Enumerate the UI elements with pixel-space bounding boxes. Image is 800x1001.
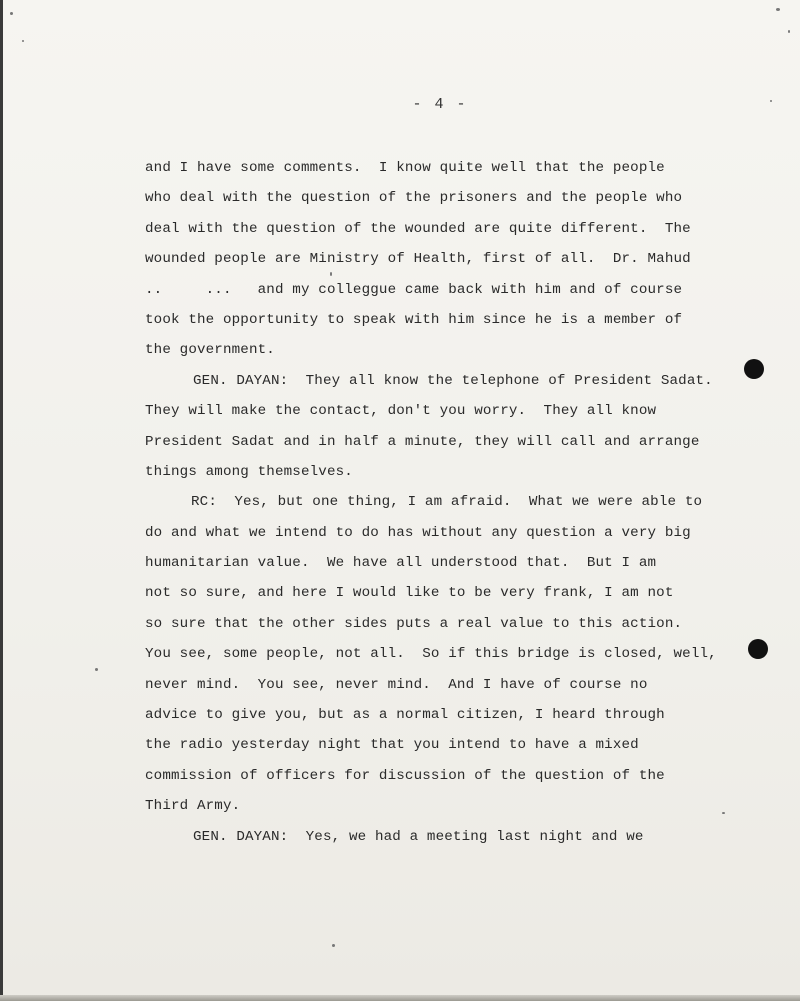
transcript-body	[145, 153, 765, 852]
speaker-line-dayan: GEN. DAYAN: They all know the telephone of President Sadat.	[193, 372, 713, 389]
scan-speck	[776, 8, 780, 11]
text-line: who deal with the question of the prisoners and the people who	[145, 190, 683, 207]
text-line: deal with the question of the wounded are quite different. The	[145, 220, 691, 237]
text-line: Third Army.	[145, 798, 241, 815]
page-left-edge	[0, 0, 3, 1001]
scan-speck	[10, 12, 13, 15]
speaker-line-rc: RC: Yes, but one thing, I am afraid. What we were able to	[191, 494, 703, 511]
scan-speck	[722, 812, 725, 814]
text-line: so sure that the other sides puts a real value to this action.	[145, 615, 683, 632]
scan-speck	[332, 944, 335, 947]
page-number: - 4 -	[412, 96, 468, 113]
text-line: not so sure, and here I would like to be very frank, I am not	[145, 585, 674, 602]
scan-speck	[330, 272, 332, 276]
scan-speck	[770, 100, 772, 102]
punch-hole	[748, 639, 768, 659]
text-line: do and what we intend to do has without any question a very big	[145, 524, 691, 541]
text-line: things among themselves.	[145, 463, 353, 480]
punch-hole	[744, 359, 764, 379]
text-line: commission of officers for discussion of the question of the	[145, 767, 665, 784]
text-line: .. ... and my colleggue came back with him and of course	[145, 281, 683, 298]
text-line: the government.	[145, 342, 275, 359]
scan-speck	[788, 30, 790, 33]
text-line: You see, some people, not all. So if this bridge is closed, well,	[145, 646, 717, 663]
text-line: took the opportunity to speak with him since he is a member of	[145, 311, 683, 328]
scan-speck	[95, 668, 98, 671]
page-bottom-edge	[0, 995, 800, 1001]
text-line: humanitarian value. We have all understood that. But I am	[145, 555, 657, 572]
text-line: never mind. You see, never mind. And I have of course no	[145, 676, 648, 693]
text-line: advice to give you, but as a normal citizen, I heard through	[145, 707, 665, 724]
scan-speck	[22, 40, 24, 42]
text-line: the radio yesterday night that you intend to have a mixed	[145, 737, 639, 754]
speaker-line-dayan: GEN. DAYAN: Yes, we had a meeting last night and we	[193, 828, 644, 845]
text-line: They will make the contact, don't you worry. They all know	[145, 403, 657, 420]
text-line: wounded people are Ministry of Health, first of all. Dr. Mahud	[145, 251, 691, 268]
text-line: President Sadat and in half a minute, they will call and arrange	[145, 433, 700, 450]
text-line: and I have some comments. I know quite well that the people	[145, 160, 665, 176]
